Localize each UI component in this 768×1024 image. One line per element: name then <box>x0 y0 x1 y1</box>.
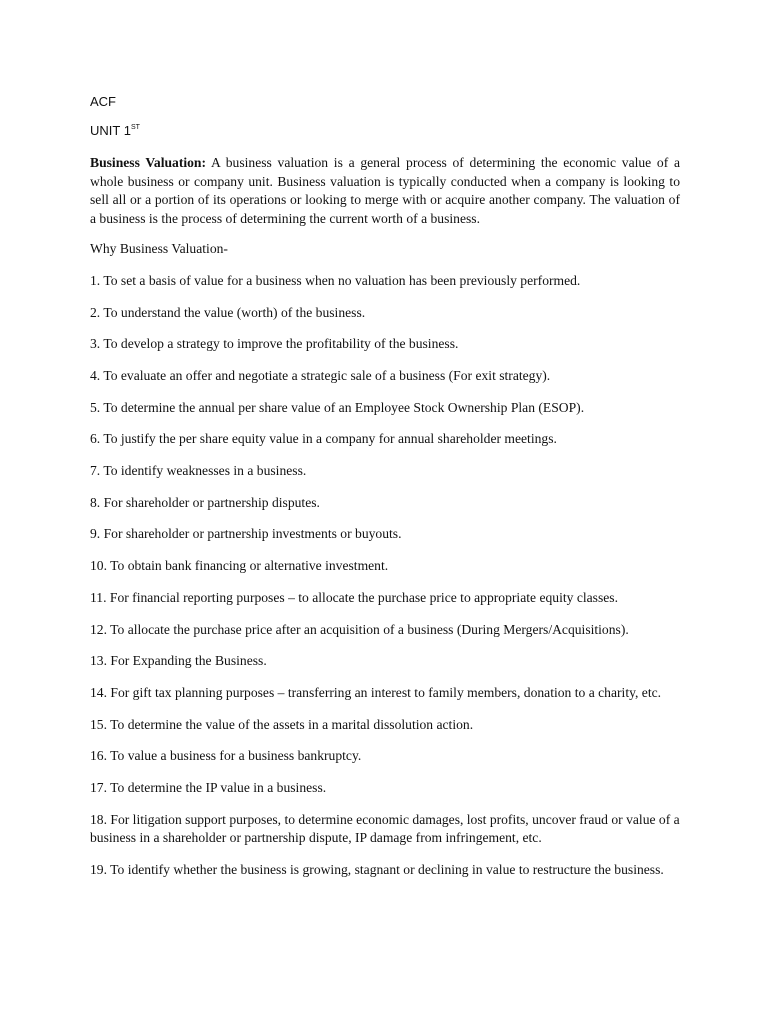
document-page <box>90 93 680 893</box>
unit-heading <box>90 122 680 140</box>
reasons-list <box>90 272 680 880</box>
list-item: 14. For gift tax planning purposes – transferring an interest to family members, donation to a charity, etc. <box>90 684 662 700</box>
course-heading: ACF <box>90 94 116 109</box>
list-item: 11. For financial reporting purposes – to allocate the purchase price to appropriate equity classes. <box>90 589 618 605</box>
list-item: 13. For Expanding the Business. <box>90 653 267 669</box>
list-item: 2. To understand the value (worth) of the business. <box>90 304 366 320</box>
why-heading: Why Business Valuation- <box>90 241 228 257</box>
list-item: 12. To allocate the purchase price after an acquisition of a business (During Mergers/Acquisitions). <box>90 621 629 637</box>
list-item: 1. To set a basis of value for a business when no valuation has been previously performed. <box>90 272 581 288</box>
intro-text: A business valuation is a general process of determining the economic value of a whole business or company unit. Business valuation is typically conducted when a company is looking to sell all or a portion of its operations or looking to merge with or acquire another company. The valuation of a business is the process of determining the current worth of a business. <box>90 155 680 226</box>
list-item: 16. To value a business for a business bankruptcy. <box>90 748 362 764</box>
list-item: 17. To determine the IP value in a business. <box>90 779 327 795</box>
intro-paragraph <box>90 154 680 228</box>
unit-heading-text: UNIT 1 <box>90 123 131 138</box>
list-item: 3. To develop a strategy to improve the profitability of the business. <box>90 336 459 352</box>
list-item: 18. For litigation support purposes, to determine economic damages, lost profits, uncover fraud or value of a business in a shareholder or partnership dispute, IP damage from infringement, etc. <box>90 811 680 846</box>
list-item: 9. For shareholder or partnership investments or buyouts. <box>90 526 402 542</box>
list-item: 15. To determine the value of the assets in a marital dissolution action. <box>90 716 474 732</box>
intro-term: Business Valuation: <box>90 155 207 170</box>
unit-heading-superscript: ST <box>130 123 140 131</box>
list-item: 6. To justify the per share equity value in a company for annual shareholder meetings. <box>90 431 557 447</box>
list-item: 10. To obtain bank financing or alternative investment. <box>90 558 389 574</box>
list-item: 4. To evaluate an offer and negotiate a strategic sale of a business (For exit strategy). <box>90 368 551 384</box>
list-item: 8. For shareholder or partnership disputes. <box>90 494 320 510</box>
list-item: 19. To identify whether the business is growing, stagnant or declining in value to restructure the business. <box>90 861 664 877</box>
list-item: 5. To determine the annual per share value of an Employee Stock Ownership Plan (ESOP). <box>90 399 585 415</box>
list-item: 7. To identify weaknesses in a business. <box>90 463 307 479</box>
